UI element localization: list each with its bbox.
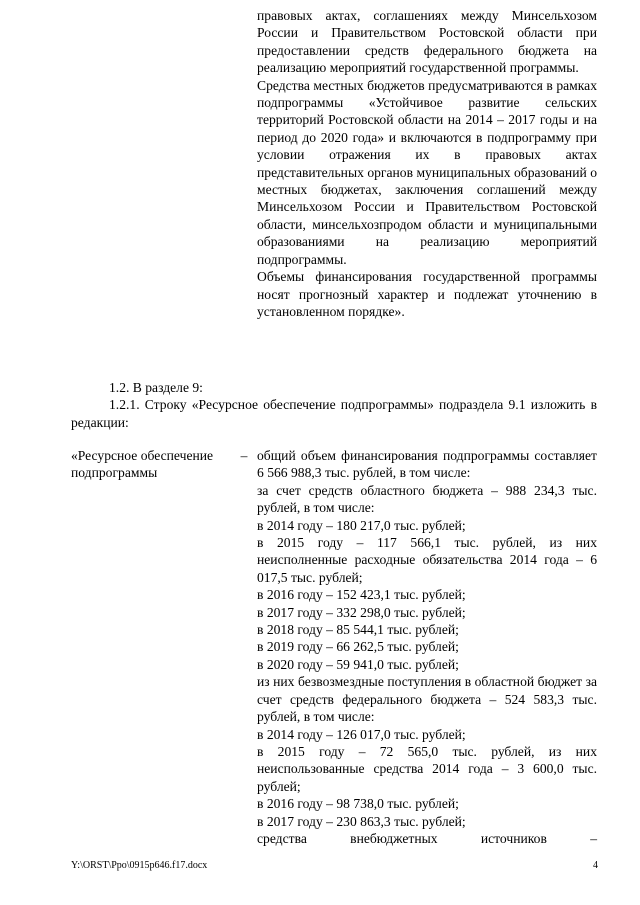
- content-line: в 2014 году – 126 017,0 тыс. рублей;: [257, 726, 466, 742]
- content-line: средства внебюджетных источников –: [257, 830, 597, 846]
- content-line: в 2018 году – 85 544,1 тыс. рублей;: [257, 622, 459, 638]
- section-paragraph: 1.2.1. Строку «Ресурсное обеспечение подпрограммы» подраздела 9.1 изложить в редакции:: [71, 397, 597, 430]
- continuation-text: [257, 7, 597, 320]
- content-line: за счет средств областного бюджета – 988 234,3 тыс. рублей, в том числе:: [257, 482, 597, 516]
- paragraph: Объемы финансирования государственной программы носят прогнозный характер и подлежат уточнению в установленном порядке».: [257, 269, 597, 319]
- page-number: 4: [593, 860, 598, 871]
- content-line: в 2019 году – 66 262,5 тыс. рублей;: [257, 639, 459, 655]
- content-line: общий объем финансирования подпрограммы составляет 6 566 988,3 тыс. рублей, в том числе:: [257, 448, 597, 481]
- row-content: [257, 447, 597, 847]
- section-heading: 1.2. В разделе 9:: [109, 380, 203, 395]
- content-line: в 2020 году – 59 941,0 тыс. рублей;: [257, 656, 459, 672]
- content-line: в 2017 году – 230 863,3 тыс. рублей;: [257, 813, 466, 829]
- content-line: в 2017 году – 332 298,0 тыс. рублей;: [257, 604, 466, 620]
- content-line: в 2014 году – 180 217,0 тыс. рублей;: [257, 517, 466, 533]
- footer-file-path: Y:\ORST\Ppo\0915p646.f17.docx: [71, 860, 208, 871]
- content-line: в 2016 году – 152 423,1 тыс. рублей;: [257, 587, 466, 603]
- content-line: в 2016 году – 98 738,0 тыс. рублей;: [257, 796, 459, 812]
- content-line: в 2015 году – 117 566,1 тыс. рублей, из них неисполненные расходные обязательства 2014 года – 6 017,5 тыс. рублей;: [257, 535, 597, 585]
- paragraph: Средства местных бюджетов предусматриваются в рамках подпрограммы «Устойчивое развитие сельских территорий Ростовской области на 2014 – 2017 годы и на период до 2020 года» и включаются в подпрограмму при условии отражения их в правовых актах представительных органов муниципальных образований о местных бюджетах, заключения соглашений между Минсельхозом России и Правительством Ростовской области, минсельхозпродом области и муниципальными образованиями на реализацию мероприятий подпрограммы.: [257, 77, 597, 267]
- row-label: «Ресурсное обеспечение подпрограммы: [71, 448, 214, 481]
- section-items: [71, 379, 597, 431]
- content-line: из них безвозмездные поступления в областной бюджет за счет средств федерального бюджета – 524 583,3 тыс. рублей, в том числе:: [257, 674, 597, 725]
- content-line: в 2015 году – 72 565,0 тыс. рублей, из них неиспользованные средства 2014 года – 3 600,0 тыс. рублей;: [257, 743, 597, 794]
- paragraph: правовых актах, соглашениях между Минсельхозом России и Правительством Ростовской области при предоставлении средств федерального бюджета на реализацию мероприятий государственной программы.: [257, 8, 597, 76]
- row-dash: –: [240, 448, 248, 463]
